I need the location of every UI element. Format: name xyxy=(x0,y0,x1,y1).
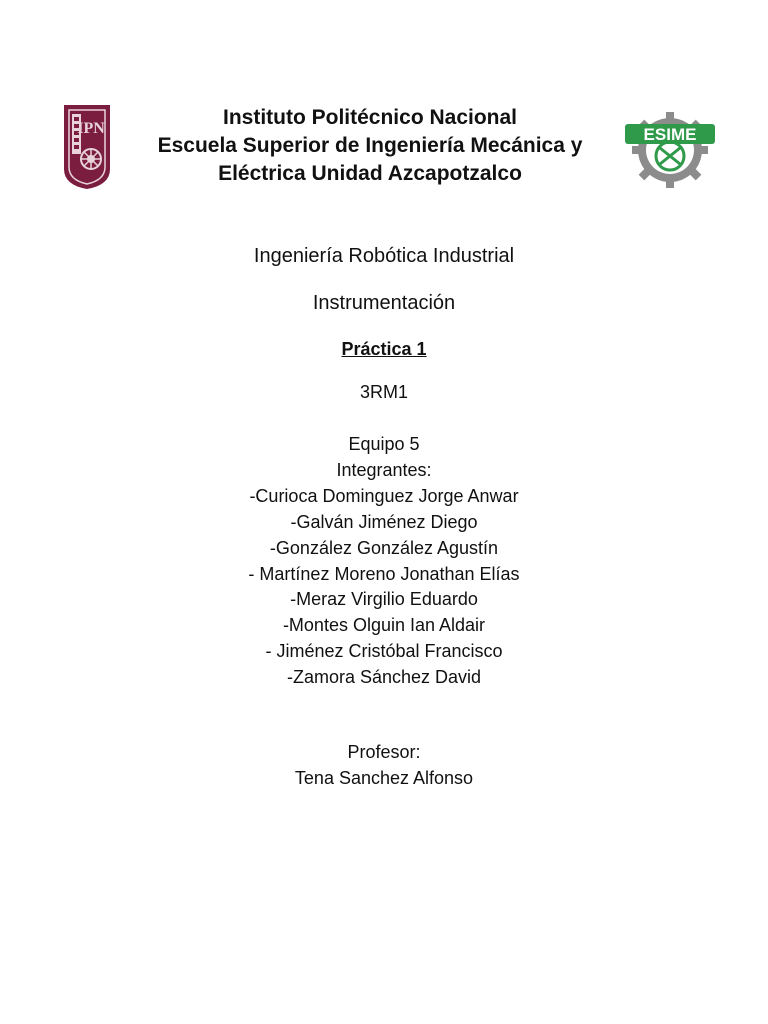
career-title: Ingeniería Robótica Industrial xyxy=(253,245,515,267)
member-name: - Martínez Moreno Jonathan Elías xyxy=(248,563,520,584)
member-name: -Curioca Dominguez Jorge Anwar xyxy=(249,485,519,506)
practice-title: Práctica 1 xyxy=(341,339,427,359)
professor-section xyxy=(0,739,768,791)
member-name: -Meraz Virgilio Eduardo xyxy=(290,589,478,610)
professor-label: Profesor: xyxy=(347,742,421,762)
institution-name: Instituto Politécnico Nacional xyxy=(222,106,518,129)
svg-text:IPN: IPN xyxy=(77,120,105,137)
team-name: Equipo 5 xyxy=(348,434,420,454)
school-name-line2: Eléctrica Unidad Azcapotzalco xyxy=(218,162,522,185)
subject-title: Instrumentación xyxy=(312,292,456,314)
member-name: -González González Agustín xyxy=(269,537,499,558)
svg-text:ESIME: ESIME xyxy=(643,125,697,144)
member-name: - Jiménez Cristóbal Francisco xyxy=(265,641,503,662)
institution-header xyxy=(120,104,620,188)
ipn-logo-icon xyxy=(58,99,116,191)
school-name-line1: Escuela Superior de Ingeniería Mecánica y xyxy=(157,134,583,157)
group-code: 3RM1 xyxy=(359,382,408,402)
member-name: -Zamora Sánchez David xyxy=(286,667,482,688)
member-name: -Montes Olguin Ian Aldair xyxy=(282,615,486,636)
team-section xyxy=(0,432,768,691)
professor-name: Tena Sanchez Alfonso xyxy=(294,768,474,788)
member-name: -Galván Jiménez Diego xyxy=(290,511,478,532)
esime-logo-icon xyxy=(623,108,717,188)
members-label: Integrantes: xyxy=(336,459,432,480)
